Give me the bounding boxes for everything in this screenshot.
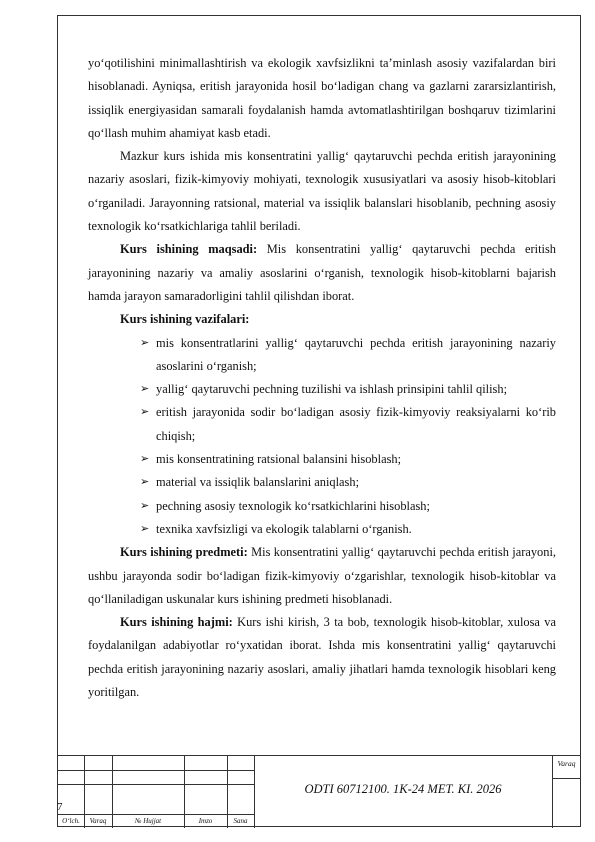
paragraph-description: Mazkur kurs ishida mis konsentratini yallig‘ qaytaruvchi pechda eritish jarayonining nazariy asoslari, fizik-kimyoviy mohiyati, texnologik xususiyatlari va asosiy hisob-kitoblari o‘rganiladi. Jarayonning ratsional, material va issiqlik balanslari hisoblanib, pechning asosiy texnologik ko‘rsatkichlariga tahlil beriladi.	[88, 149, 556, 234]
page-number: 7	[57, 801, 63, 813]
arrow-bullet-icon: ➢	[140, 336, 150, 349]
arrow-bullet-icon: ➢	[140, 453, 150, 466]
task-text: mis konsentratining ratsional balansini hisoblash;	[156, 452, 402, 467]
col-label-hujjat: № Hujjat	[134, 817, 162, 825]
col-label-imzo: Imzo	[198, 817, 213, 825]
paragraph-subject	[88, 541, 556, 611]
task-text: pechning asosiy texnologik ko‘rsatkichlarini hisoblash;	[156, 498, 430, 513]
arrow-bullet-icon: ➢	[140, 499, 150, 512]
arrow-bullet-icon: ➢	[140, 406, 150, 419]
paragraph-goal	[88, 238, 556, 308]
col-label-olch: O‘lch.	[62, 817, 80, 825]
col-label-varaq: Varaq	[89, 817, 107, 825]
task-item	[140, 448, 556, 471]
volume-label: Kurs ishining hajmi:	[120, 615, 233, 630]
task-text: mis konsentratlarini yallig‘ qaytaruvchi pechda eritish jarayonining nazariy asoslarini o‘rganish;	[156, 335, 556, 373]
goal-label: Kurs ishining maqsadi:	[120, 242, 258, 257]
subject-text: Mis konsentratini yallig‘ qaytaruvchi pechda eritish jarayoni, ushbu jarayonda sodir bo‘ladigan fizik-kimyoviy o‘zgarishlar, texnologik hisob-kitoblar va qo‘llaniladigan uskunalar kurs ishining predmeti hisoblanadi.	[88, 545, 556, 606]
task-text: material va issiqlik balanslarini aniqlash;	[156, 475, 360, 490]
task-item	[140, 518, 556, 541]
task-text: yallig‘ qaytaruvchi pechning tuzilishi va ishlash prinsipini tahlil qilish;	[156, 382, 508, 397]
task-item	[140, 471, 556, 494]
paragraph-intro: yo‘qotilishini minimallashtirish va ekologik xavfsizlikni ta’minlash asosiy vazifalardan biri hisoblanadi. Ayniqsa, eritish jarayonida hosil bo‘ladigan chang va gazlarni zararsizlantirish, issiqlik energiyasidan samarali foydalanish hamda avtomatlashtirilgan boshqaruv tizimlarini qo‘llash muhim ahamiyat kasb etadi.	[88, 56, 556, 140]
task-item	[140, 332, 556, 379]
task-text: texnika xavfsizligi va ekologik talablarni o‘rganish.	[156, 521, 412, 536]
sheet-label: Varaq	[557, 759, 576, 768]
document-body	[88, 52, 556, 704]
task-item	[140, 401, 556, 448]
document-code: ODTI 60712100. 1K-24 MET. KI. 2026	[304, 782, 502, 796]
arrow-bullet-icon: ➢	[140, 522, 150, 535]
col-label-sana: Sana	[233, 817, 248, 825]
task-item	[140, 495, 556, 518]
subject-label: Kurs ishining predmeti:	[120, 545, 248, 560]
tasks-heading: Kurs ishining vazifalari:	[120, 312, 250, 327]
arrow-bullet-icon: ➢	[140, 476, 150, 489]
goal-text: Mis konsentratini yallig‘ qaytaruvchi pechda eritish jarayonining nazariy va amaliy asoslarini o‘rganish, texnologik hisob-kitoblarni bajarish hamda jarayon samaradorligini tahlil qilishdan iborat.	[88, 242, 557, 303]
tasks-list	[88, 332, 556, 542]
paragraph-volume	[88, 611, 556, 704]
arrow-bullet-icon: ➢	[140, 383, 150, 396]
volume-text: Kurs ishi kirish, 3 ta bob, texnologik hisob-kitoblar, xulosa va foydalanilgan adabiyotlar ro‘yxatidan iborat. Ishda mis konsentratini yallig‘ qaytaruvchi pechda eritish jarayonining nazariy asoslari, amaliy jihatlari hamda texnologik hisoblari keng yoritilgan.	[88, 615, 556, 700]
title-block	[57, 755, 581, 828]
task-text: eritish jarayonida sodir bo‘ladigan asosiy fizik-kimyoviy reaksiyalarni ko‘rib chiqish;	[156, 405, 556, 443]
task-item	[140, 378, 556, 401]
